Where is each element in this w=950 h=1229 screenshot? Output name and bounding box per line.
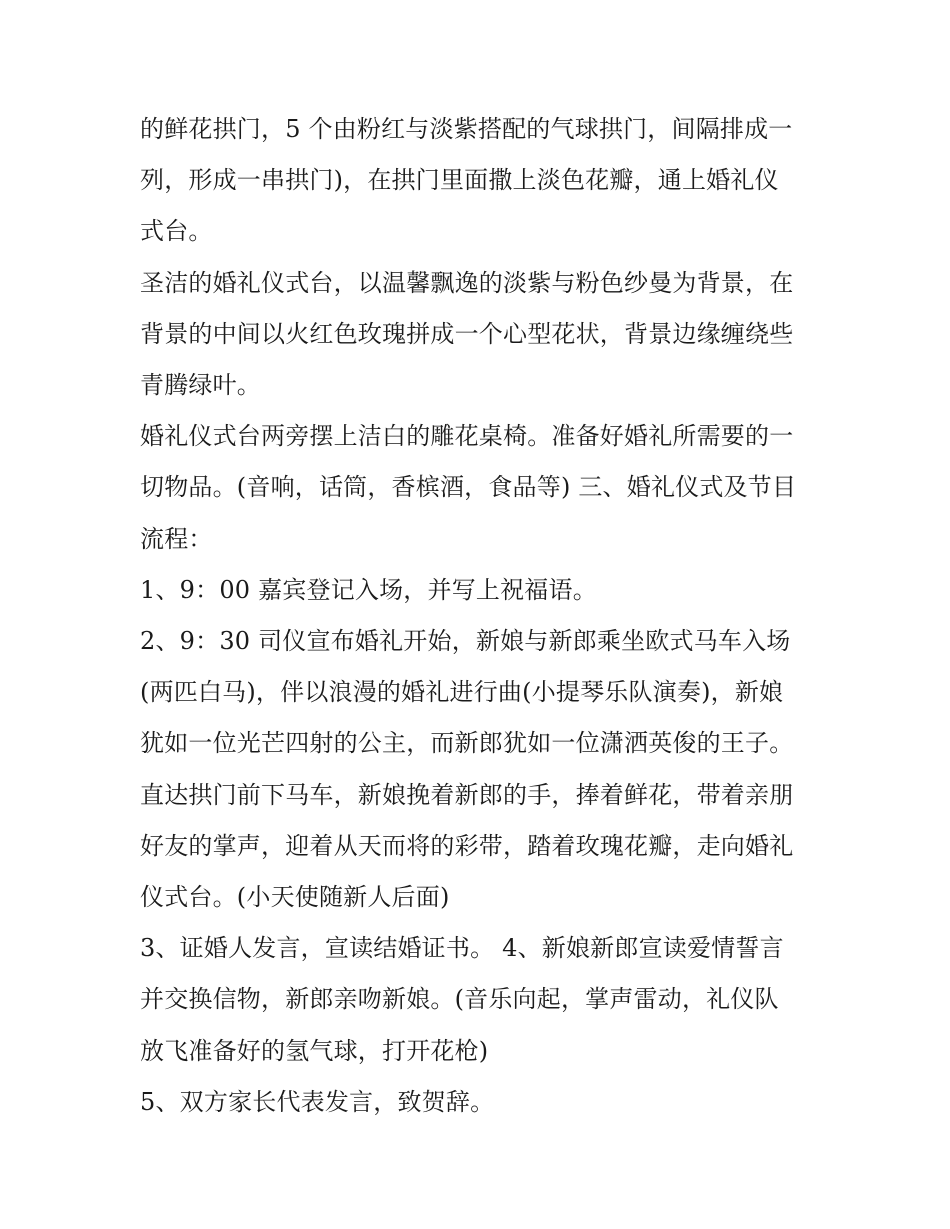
- paragraph-step-5: 5、双方家长代表发言，致贺辞。: [140, 1087, 495, 1116]
- paragraph-step-3-4: 3、证婚人发言，宣读结婚证书。 4、新娘新郎宣读爱情誓言 并交换信物，新郎亲吻新娘。(音乐向起，掌声雷动，礼仪队 放飞准备好的氢气球，打开花枪): [140, 934, 784, 1065]
- paragraph-step-1: 1、9：00 嘉宾登记入场，并写上祝福语。: [140, 575, 597, 604]
- paragraph-tables-and-program: 婚礼仪式台两旁摆上洁白的雕花桌椅。准备好婚礼所需要的一 切物品。(音响，话筒，香槟酒，食品等) 三、婚礼仪式及节目 流程：: [140, 422, 797, 553]
- paragraph-arches: 的鲜花拱门，5 个由粉红与淡紫搭配的气球拱门，间隔排成一 列，形成一串拱门)，在拱门里面撒上淡色花瓣，通上婚礼仪 式台。: [140, 115, 793, 246]
- document-body: [140, 104, 830, 1128]
- paragraph-step-2: 2、9：30 司仪宣布婚礼开始，新娘与新郎乘坐欧式马车入场 (两匹白马)，伴以浪漫的婚礼进行曲(小提琴乐队演奏)，新娘 犹如一位光芒四射的公主，而新郎犹如一位潇洒英俊的王子。 直达拱门前下马车，新娘挽着新郎的手，捧着鲜花，带着亲朋 好友的掌声，迎着从天而将的彩带，踏着玫瑰花瓣，走向婚礼 仪式台。(小天使随新人后面): [140, 627, 794, 912]
- paragraph-ceremony-stage: 圣洁的婚礼仪式台，以温馨飘逸的淡紫与粉色纱曼为背景，在 背景的中间以火红色玫瑰拼成一个心型花状，背景边缘缠绕些 青腾绿叶。: [140, 268, 794, 400]
